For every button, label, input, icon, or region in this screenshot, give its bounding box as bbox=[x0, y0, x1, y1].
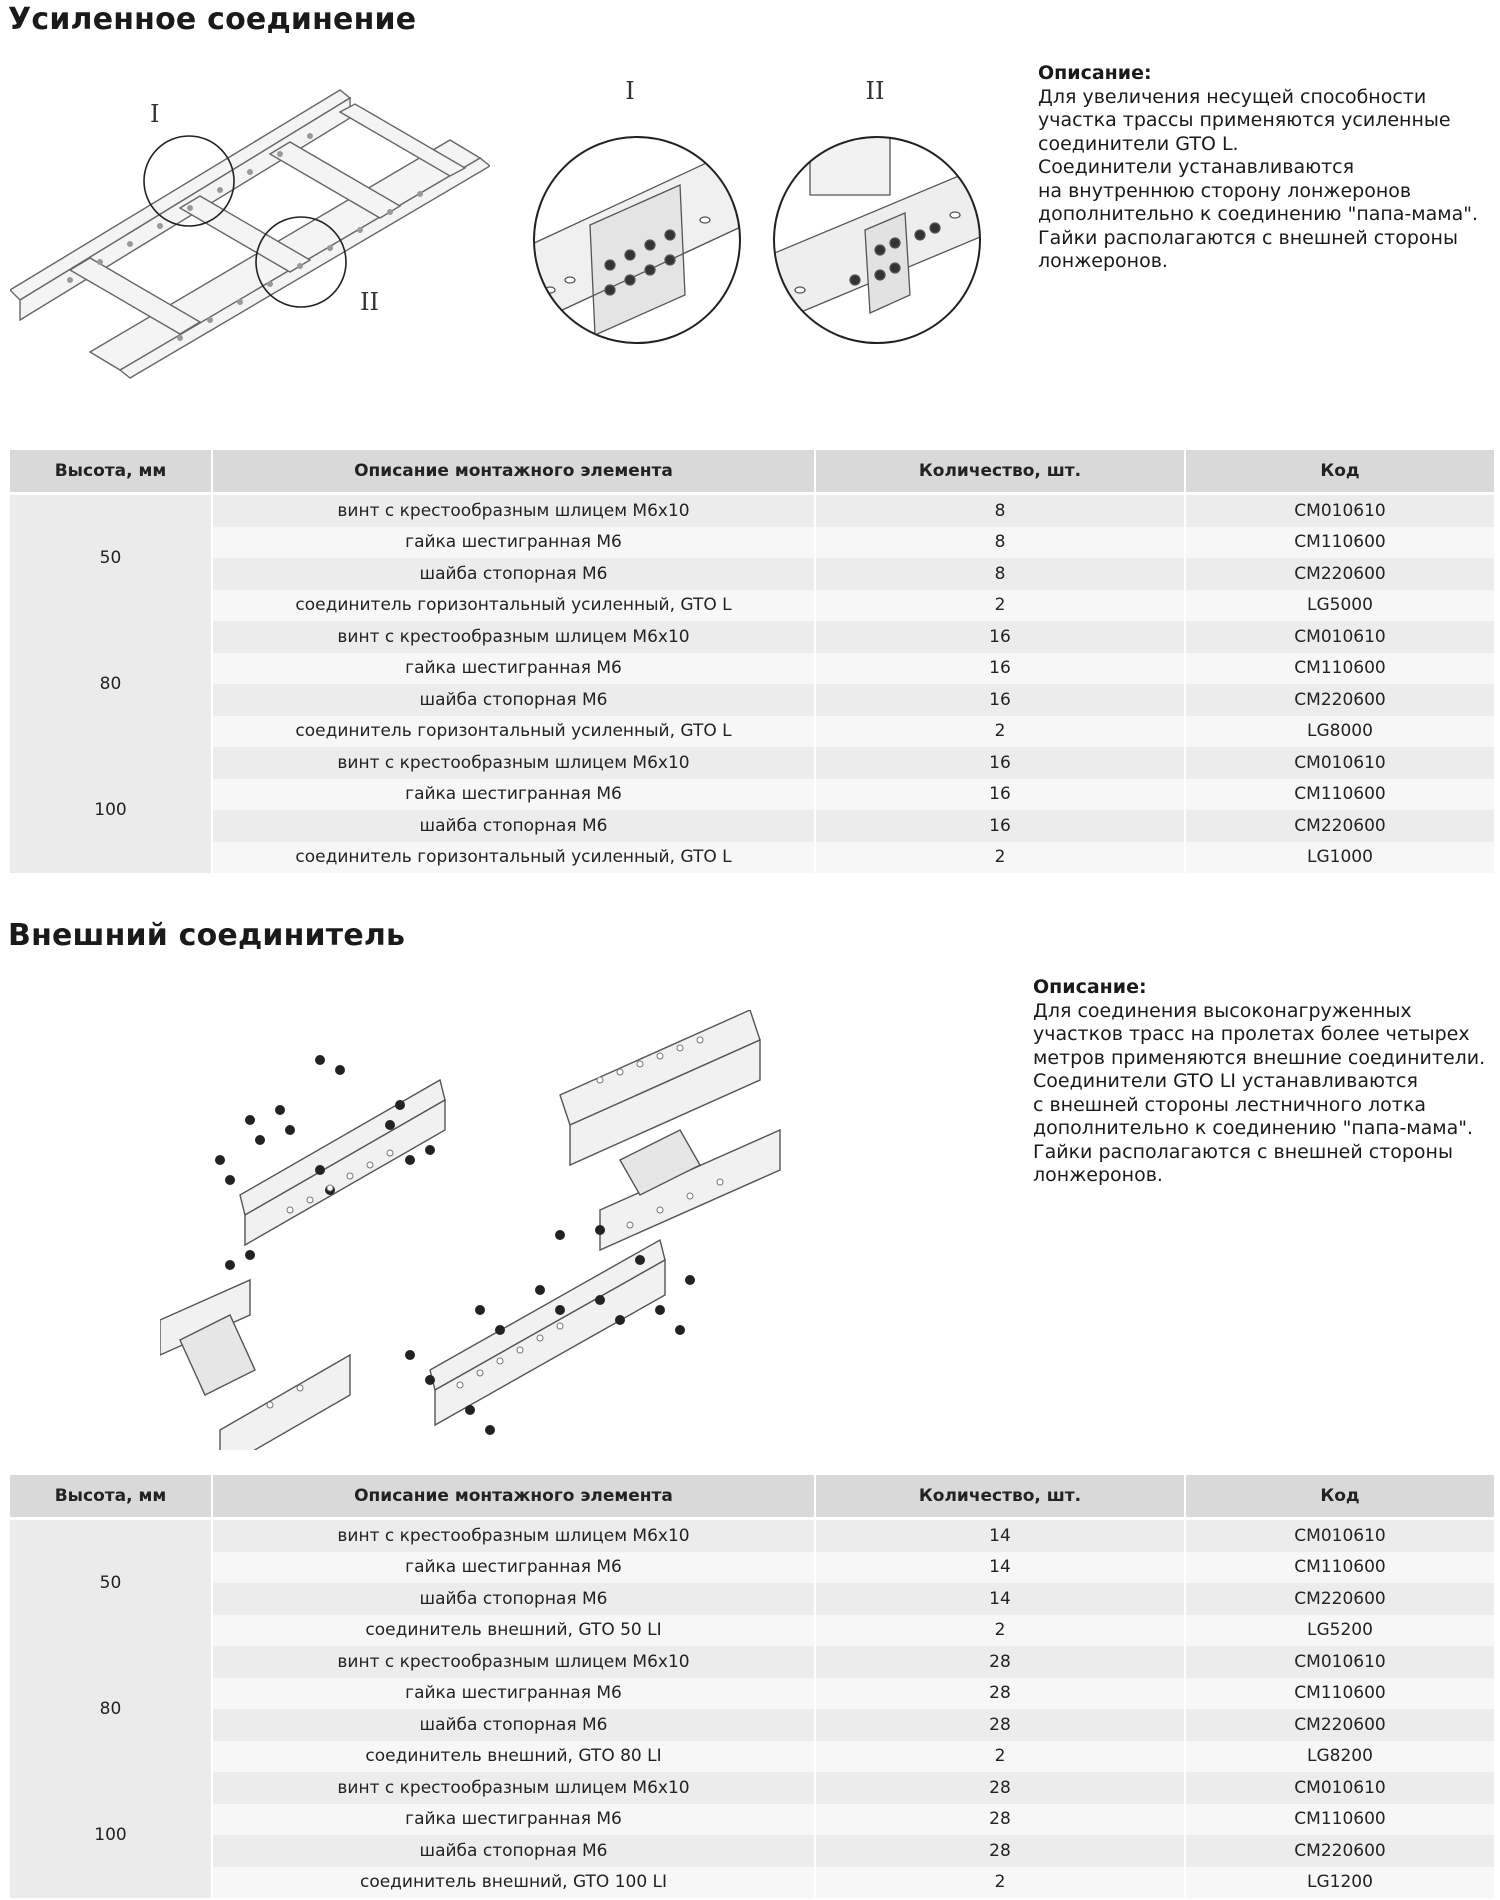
code-cell: CM110600 bbox=[1186, 1678, 1494, 1710]
section-title-reinforced-joint: Усиленное соединение bbox=[8, 2, 417, 37]
quantity-cell: 16 bbox=[816, 747, 1184, 779]
description-cell: шайба стопорная М6 bbox=[213, 810, 814, 842]
table-row bbox=[10, 1678, 1494, 1710]
height-cell: 100 bbox=[10, 1772, 211, 1898]
table-row bbox=[10, 495, 1494, 527]
code-cell: CM220600 bbox=[1186, 558, 1494, 590]
description-block-external bbox=[1033, 976, 1485, 1188]
header-height: Высота, мм bbox=[10, 1475, 211, 1520]
quantity-cell: 28 bbox=[816, 1804, 1184, 1836]
header-code: Код bbox=[1186, 1475, 1494, 1520]
quantity-cell: 28 bbox=[816, 1709, 1184, 1741]
description-line: Соединители GTO LI устанавливаются bbox=[1033, 1070, 1418, 1092]
code-cell: CM220600 bbox=[1186, 1583, 1494, 1615]
description-cell: соединитель внешний, GTO 100 LI bbox=[213, 1867, 814, 1899]
code-cell: CM110600 bbox=[1186, 1552, 1494, 1584]
description-cell: гайка шестигранная М6 bbox=[213, 527, 814, 559]
quantity-cell: 8 bbox=[816, 527, 1184, 559]
quantity-cell: 28 bbox=[816, 1835, 1184, 1867]
description-cell: соединитель горизонтальный усиленный, GTO L bbox=[213, 716, 814, 748]
code-cell: CM110600 bbox=[1186, 1804, 1494, 1836]
header-description: Описание монтажного элемента bbox=[213, 1475, 814, 1520]
table-row bbox=[10, 1583, 1494, 1615]
code-cell: CM220600 bbox=[1186, 810, 1494, 842]
description-block-reinforced bbox=[1038, 62, 1478, 274]
code-cell: LG5200 bbox=[1186, 1615, 1494, 1647]
description-line: Для соединения высоконагруженных bbox=[1033, 999, 1412, 1022]
quantity-cell: 2 bbox=[816, 1741, 1184, 1773]
table-header-row bbox=[10, 1475, 1494, 1520]
ladder-tray-illustration bbox=[10, 70, 490, 380]
description-cell: винт с крестообразным шлицем М6х10 bbox=[213, 1772, 814, 1804]
table-row bbox=[10, 621, 1494, 653]
description-line: Для увеличения несущей способности bbox=[1038, 85, 1427, 108]
parts-table-reinforced bbox=[8, 450, 1496, 873]
detail-i-illustration bbox=[530, 75, 745, 345]
description-cell: соединитель внешний, GTO 80 LI bbox=[213, 1741, 814, 1773]
table-row bbox=[10, 653, 1494, 685]
description-cell: шайба стопорная М6 bbox=[213, 1583, 814, 1615]
table-row bbox=[10, 747, 1494, 779]
description-cell: винт с крестообразным шлицем М6х10 bbox=[213, 495, 814, 527]
header-quantity: Количество, шт. bbox=[816, 1475, 1184, 1520]
table-row bbox=[10, 779, 1494, 811]
description-heading: Описание: bbox=[1033, 976, 1147, 998]
description-cell: винт с крестообразным шлицем М6х10 bbox=[213, 621, 814, 653]
height-cell: 50 bbox=[10, 1520, 211, 1646]
external-connector-illustration bbox=[160, 1010, 800, 1450]
description-line: дополнительно к соединению "папа-мама". bbox=[1038, 203, 1479, 225]
detail-label-i: I bbox=[625, 77, 635, 105]
description-cell: соединитель горизонтальный усиленный, GTO L bbox=[213, 842, 814, 874]
table-header-row bbox=[10, 450, 1494, 495]
callout-label-ii: II bbox=[360, 288, 379, 316]
code-cell: LG8200 bbox=[1186, 1741, 1494, 1773]
table-row bbox=[10, 1804, 1494, 1836]
code-cell: CM010610 bbox=[1186, 1772, 1494, 1804]
description-line: Гайки располагаются с внешней стороны bbox=[1033, 1140, 1453, 1163]
description-cell: винт с крестообразным шлицем М6х10 bbox=[213, 1520, 814, 1552]
description-line: с внешней стороны лестничного лотка bbox=[1033, 1093, 1426, 1116]
code-cell: CM010610 bbox=[1186, 747, 1494, 779]
code-cell: LG8000 bbox=[1186, 716, 1494, 748]
description-line: лонжеронов. bbox=[1033, 1164, 1163, 1186]
quantity-cell: 2 bbox=[816, 842, 1184, 874]
header-code: Код bbox=[1186, 450, 1494, 495]
code-cell: CM010610 bbox=[1186, 1646, 1494, 1678]
table-row bbox=[10, 1835, 1494, 1867]
description-cell: соединитель внешний, GTO 50 LI bbox=[213, 1615, 814, 1647]
description-cell: винт с крестообразным шлицем М6х10 bbox=[213, 747, 814, 779]
description-cell: шайба стопорная М6 bbox=[213, 684, 814, 716]
detail-ii-illustration bbox=[770, 75, 985, 345]
table-row bbox=[10, 684, 1494, 716]
description-line: лонжеронов. bbox=[1038, 250, 1168, 272]
table-row bbox=[10, 1520, 1494, 1552]
description-cell: гайка шестигранная М6 bbox=[213, 779, 814, 811]
parts-table-external bbox=[8, 1475, 1496, 1898]
description-cell: шайба стопорная М6 bbox=[213, 558, 814, 590]
code-cell: LG5000 bbox=[1186, 590, 1494, 622]
header-height: Высота, мм bbox=[10, 450, 211, 495]
description-line: на внутреннюю сторону лонжеронов bbox=[1038, 179, 1412, 202]
code-cell: CM010610 bbox=[1186, 621, 1494, 653]
description-cell: гайка шестигранная М6 bbox=[213, 1678, 814, 1710]
description-line: соединители GTO L. bbox=[1038, 132, 1239, 155]
code-cell: CM220600 bbox=[1186, 1709, 1494, 1741]
description-cell: гайка шестигранная М6 bbox=[213, 1552, 814, 1584]
quantity-cell: 14 bbox=[816, 1552, 1184, 1584]
table-row bbox=[10, 1646, 1494, 1678]
height-cell: 80 bbox=[10, 621, 211, 747]
description-cell: гайка шестигранная М6 bbox=[213, 1804, 814, 1836]
quantity-cell: 28 bbox=[816, 1646, 1184, 1678]
code-cell: CM110600 bbox=[1186, 779, 1494, 811]
quantity-cell: 14 bbox=[816, 1520, 1184, 1552]
description-line: участка трассы применяются усиленные bbox=[1038, 109, 1451, 131]
code-cell: LG1200 bbox=[1186, 1867, 1494, 1899]
quantity-cell: 8 bbox=[816, 495, 1184, 527]
quantity-cell: 2 bbox=[816, 1867, 1184, 1899]
table-row bbox=[10, 1741, 1494, 1773]
quantity-cell: 8 bbox=[816, 558, 1184, 590]
code-cell: CM110600 bbox=[1186, 653, 1494, 685]
table-row bbox=[10, 1552, 1494, 1584]
quantity-cell: 16 bbox=[816, 779, 1184, 811]
description-cell: шайба стопорная М6 bbox=[213, 1835, 814, 1867]
height-cell: 80 bbox=[10, 1646, 211, 1772]
quantity-cell: 2 bbox=[816, 716, 1184, 748]
description-line: Гайки располагаются с внешней стороны bbox=[1038, 226, 1458, 249]
code-cell: CM220600 bbox=[1186, 684, 1494, 716]
description-line: метров применяются внешние соединители. bbox=[1033, 1046, 1486, 1069]
code-cell: CM010610 bbox=[1186, 495, 1494, 527]
quantity-cell: 16 bbox=[816, 653, 1184, 685]
height-cell: 100 bbox=[10, 747, 211, 873]
description-heading: Описание: bbox=[1038, 62, 1152, 84]
table-row bbox=[10, 716, 1494, 748]
table-row bbox=[10, 527, 1494, 559]
table-row bbox=[10, 590, 1494, 622]
quantity-cell: 16 bbox=[816, 621, 1184, 653]
description-line: участков трасс на пролетах более четырех bbox=[1033, 1023, 1470, 1045]
code-cell: CM110600 bbox=[1186, 527, 1494, 559]
quantity-cell: 28 bbox=[816, 1678, 1184, 1710]
height-cell: 50 bbox=[10, 495, 211, 621]
section-title-external-connector: Внешний соединитель bbox=[8, 918, 406, 953]
table-row bbox=[10, 1709, 1494, 1741]
header-quantity: Количество, шт. bbox=[816, 450, 1184, 495]
description-cell: соединитель горизонтальный усиленный, GTO L bbox=[213, 590, 814, 622]
quantity-cell: 16 bbox=[816, 810, 1184, 842]
header-description: Описание монтажного элемента bbox=[213, 450, 814, 495]
quantity-cell: 14 bbox=[816, 1583, 1184, 1615]
description-line: Соединители устанавливаются bbox=[1038, 156, 1355, 178]
quantity-cell: 16 bbox=[816, 684, 1184, 716]
description-cell: винт с крестообразным шлицем М6х10 bbox=[213, 1646, 814, 1678]
description-cell: шайба стопорная М6 bbox=[213, 1709, 814, 1741]
table-row bbox=[10, 1615, 1494, 1647]
quantity-cell: 28 bbox=[816, 1772, 1184, 1804]
table-row bbox=[10, 1867, 1494, 1899]
code-cell: CM220600 bbox=[1186, 1835, 1494, 1867]
description-line: дополнительно к соединению "папа-мама". bbox=[1033, 1117, 1474, 1139]
description-cell: гайка шестигранная М6 bbox=[213, 653, 814, 685]
table-row bbox=[10, 810, 1494, 842]
table-row bbox=[10, 558, 1494, 590]
table-row bbox=[10, 842, 1494, 874]
code-cell: LG1000 bbox=[1186, 842, 1494, 874]
code-cell: CM010610 bbox=[1186, 1520, 1494, 1552]
callout-label-i: I bbox=[150, 100, 160, 128]
table-row bbox=[10, 1772, 1494, 1804]
detail-label-ii: II bbox=[865, 77, 885, 105]
quantity-cell: 2 bbox=[816, 590, 1184, 622]
quantity-cell: 2 bbox=[816, 1615, 1184, 1647]
